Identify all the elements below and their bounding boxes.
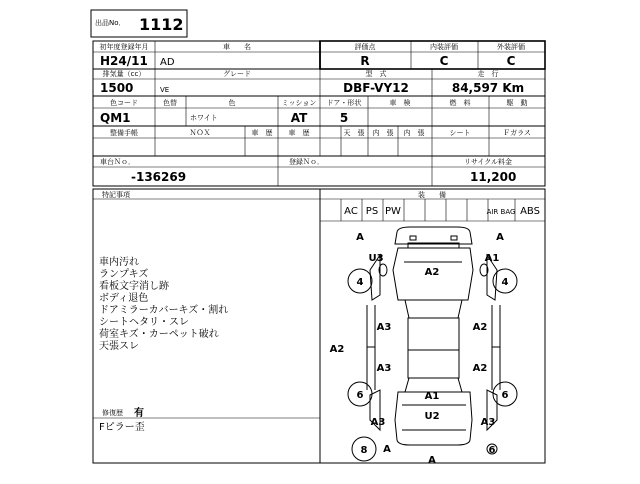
damage-marks: [330, 232, 509, 466]
ceiling-label: 天 張: [343, 129, 365, 137]
door-label: ドア・形状: [326, 99, 362, 107]
note-item: シートヘタリ・スレ: [99, 317, 189, 328]
damage-mark: A3: [376, 322, 392, 333]
cc-value: 1500: [100, 81, 134, 95]
damage-mark: A2: [472, 322, 488, 333]
damage-mark: A: [383, 444, 391, 455]
color-label: 色: [228, 99, 236, 107]
name-value: AD: [160, 57, 175, 68]
seat-label: シート: [449, 129, 471, 137]
damage-mark: A3: [370, 417, 386, 428]
damage-mark: 6: [356, 390, 364, 401]
cc-label: 排気量（cc）: [102, 70, 146, 78]
exterior-grade-value: C: [506, 54, 516, 68]
front-glass-label: Ｆガラス: [503, 129, 531, 137]
mission-value: AT: [290, 111, 308, 125]
damage-mark: A1: [484, 253, 500, 264]
interior-grade-label: 内装評価: [430, 43, 458, 51]
trim-label: グレード: [223, 70, 251, 78]
equipment-ac: AC: [344, 206, 358, 217]
damage-mark: A2: [329, 344, 345, 355]
equipment-ps: PS: [365, 206, 379, 217]
damage-mark: 4: [501, 277, 509, 288]
color-code-label: 色コード: [110, 99, 138, 107]
inspection-label: 車 検: [389, 99, 411, 107]
damage-mark: A3: [376, 363, 392, 374]
mission-label: ミッション: [281, 99, 317, 107]
chassis-value: -136269: [131, 170, 187, 184]
damage-mark: A1: [424, 391, 440, 402]
note-item: 車内汚れ: [99, 257, 139, 268]
grade-score-label: 評価点: [354, 43, 376, 51]
trim-value: VE: [160, 86, 170, 94]
note-item: 荷室キズ・カーペット破れ: [99, 329, 219, 340]
damage-mark: 4: [356, 277, 364, 288]
damage-mark: A3: [480, 417, 496, 428]
damage-mark: A: [428, 455, 436, 466]
color-code-value: QM1: [100, 111, 131, 125]
recycle-label: リサイクル料金: [463, 158, 513, 166]
repair-value: 有: [134, 408, 144, 419]
mileage-label: 走 行: [477, 70, 499, 78]
color-swap-label: 色替: [163, 99, 177, 107]
lot-label: 出品No．: [95, 19, 126, 27]
chassis-label: 車台Ｎｏ．: [100, 158, 135, 166]
damage-mark: A: [496, 232, 504, 243]
lot-number: 1112: [139, 15, 184, 34]
interior-grade-value: C: [439, 54, 449, 68]
recycle-value: 11,200: [470, 170, 517, 184]
damage-mark: U2: [424, 411, 440, 422]
notes-label: 特記事項: [102, 191, 130, 199]
damage-mark: 6: [501, 390, 509, 401]
note-item: ドアミラーカバーキズ・割れ: [99, 305, 229, 316]
color-value: ホワイト: [190, 114, 218, 122]
nox-label: ＮＯＸ: [189, 129, 211, 137]
equipment-label: 装 備: [418, 191, 446, 199]
reg-value: H24/11: [100, 54, 148, 68]
equipment-pw: PW: [385, 206, 401, 217]
model-label: 型 式: [365, 70, 387, 78]
fuel-label: 燃 料: [449, 99, 471, 107]
model-value: DBF-VY12: [343, 81, 409, 95]
manual-label: 整備手帳: [110, 129, 138, 137]
inner-trim-label-2: 内 張: [403, 129, 425, 137]
equipment-abs: ABS: [520, 206, 540, 217]
damage-mark: A: [356, 232, 364, 243]
equipment-airbag: AIR BAG: [486, 208, 516, 216]
inner-trim-label: 内 張: [372, 129, 394, 137]
exterior-grade-label: 外装評価: [497, 43, 525, 51]
damage-mark: U3: [368, 253, 384, 264]
damage-mark: 8: [360, 445, 368, 456]
car-history-label: 車 歴: [251, 129, 273, 137]
door-value: 5: [339, 111, 349, 125]
reg-label: 初年度登録年月: [99, 43, 149, 51]
grade-score-value: R: [360, 54, 370, 68]
name-label: 車 名: [223, 43, 251, 51]
repair-detail: Fピラー歪: [99, 422, 145, 433]
reg-no-label: 登録Ｎｏ．: [289, 158, 324, 166]
damage-mark: A2: [424, 267, 440, 278]
mileage-value: 84,597 Km: [451, 81, 525, 95]
drive-label: 駆 動: [506, 99, 528, 107]
damage-mark: A2: [472, 363, 488, 374]
note-item: 看板文字消し跡: [99, 281, 169, 292]
damage-mark: 6: [488, 445, 496, 456]
car-history-label-2: 車 歴: [288, 129, 310, 137]
note-item: 天張スレ: [99, 341, 139, 352]
note-item: ボディ退色: [99, 293, 149, 304]
note-item: ランプキズ: [99, 269, 149, 280]
repair-label: 修復歴: [102, 409, 123, 417]
